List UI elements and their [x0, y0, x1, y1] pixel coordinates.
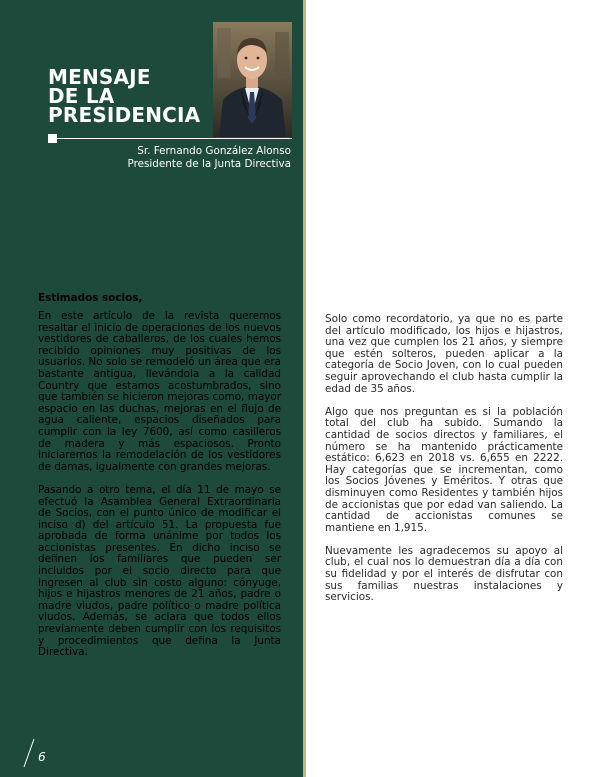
title-line-1: MENSAJE	[48, 65, 151, 89]
title-line-3: PRESIDENCIA	[48, 103, 201, 127]
author-role: Presidente de la Junta Directiva	[127, 157, 291, 170]
divider-strip	[303, 0, 306, 777]
greeting: Estimados socios,	[38, 292, 143, 304]
right-column	[325, 314, 563, 615]
title-rule-line	[52, 138, 292, 139]
section-title	[48, 65, 201, 127]
right-paragraph-2: Algo que nos preguntan es si la población total del club ha subido. Sumando la cantidad de socios directos y familiares, el número se ha mantenido prácticamente estático: 6,623 en 2018 vs. 6,655 en 2222. Hay categorías que se incrementan, como los Socios Jóvenes y Eméritos. Y otras que disminuyen como Residentes y también hijos de accionistas que por edad van saliendo. La cantidad de accionistas comunes se mantiene en 1,915.	[325, 405, 563, 534]
author-name: Sr. Fernando González Alonso	[137, 145, 291, 157]
title-line-2: DE LA	[48, 84, 115, 108]
right-paragraph-1: Solo como recordatorio, ya que no es parte del artículo modificado, los hijos e hijastros, una vez que cumplen los 21 años, y siempre que estén solteros, pueden aplicar a la categoría de Socio Joven, con lo cual pueden seguir aprovechando el club hasta cumplir la edad de 35 años.	[325, 313, 563, 395]
left-paragraph-1: En este artículo de la revista queremos resaltar el inicio de operaciones de los nuevos vestidores de caballeros, de los cuales hemos recibido opiniones muy positivas de los usuarios. No solo se remodeló un área que era bastante antigua, llevándola a la calidad Country que estamos acostumbrados, sino que también se hicieron mejoras como, mayor espacio en las duchas, mejoras en el flujo de agua caliente, espacios diseñados para cumplir con la ley 7600, así como casilleros de madera y más espaciosos. Pronto iniciaremos la remodelación de los vestidores de damas, igualmente con grandes mejoras.	[38, 310, 281, 473]
author-credit	[127, 145, 291, 170]
right-paragraph-3: Nuevamente les agradecemos su apoyo al club, el cual nos lo demuestran día a día con su fidelidad y por el interés de disfrutar con sus familias nuestras instalaciones y servicios.	[325, 544, 563, 604]
left-paragraph-2: Pasando a otro tema, el día 11 de mayo se efectuó la Asamblea General Extraordinaria de Socios, con el punto único de modificar el inciso d) del artículo 51. La propuesta fue aprobada de forma unánime por todos los accionistas presentes. En dicho inciso se definen los familiares que pueden ser incluidos por el socio directo para que ingresen al club sin costo alguno: cónyuge, hijos e hijastros menores de 21 años, padre o madre viudos, padre político o madre política viudos. Además, se aclara que todos ellos previamente deben cumplir con los requisitos y procedimientos que defina la Junta Directiva.	[38, 483, 281, 659]
portrait-illustration	[213, 22, 292, 137]
page-slash-decoration	[22, 738, 36, 768]
portrait-photo	[213, 22, 292, 137]
page-number: 6	[38, 750, 46, 764]
left-column	[38, 311, 281, 670]
